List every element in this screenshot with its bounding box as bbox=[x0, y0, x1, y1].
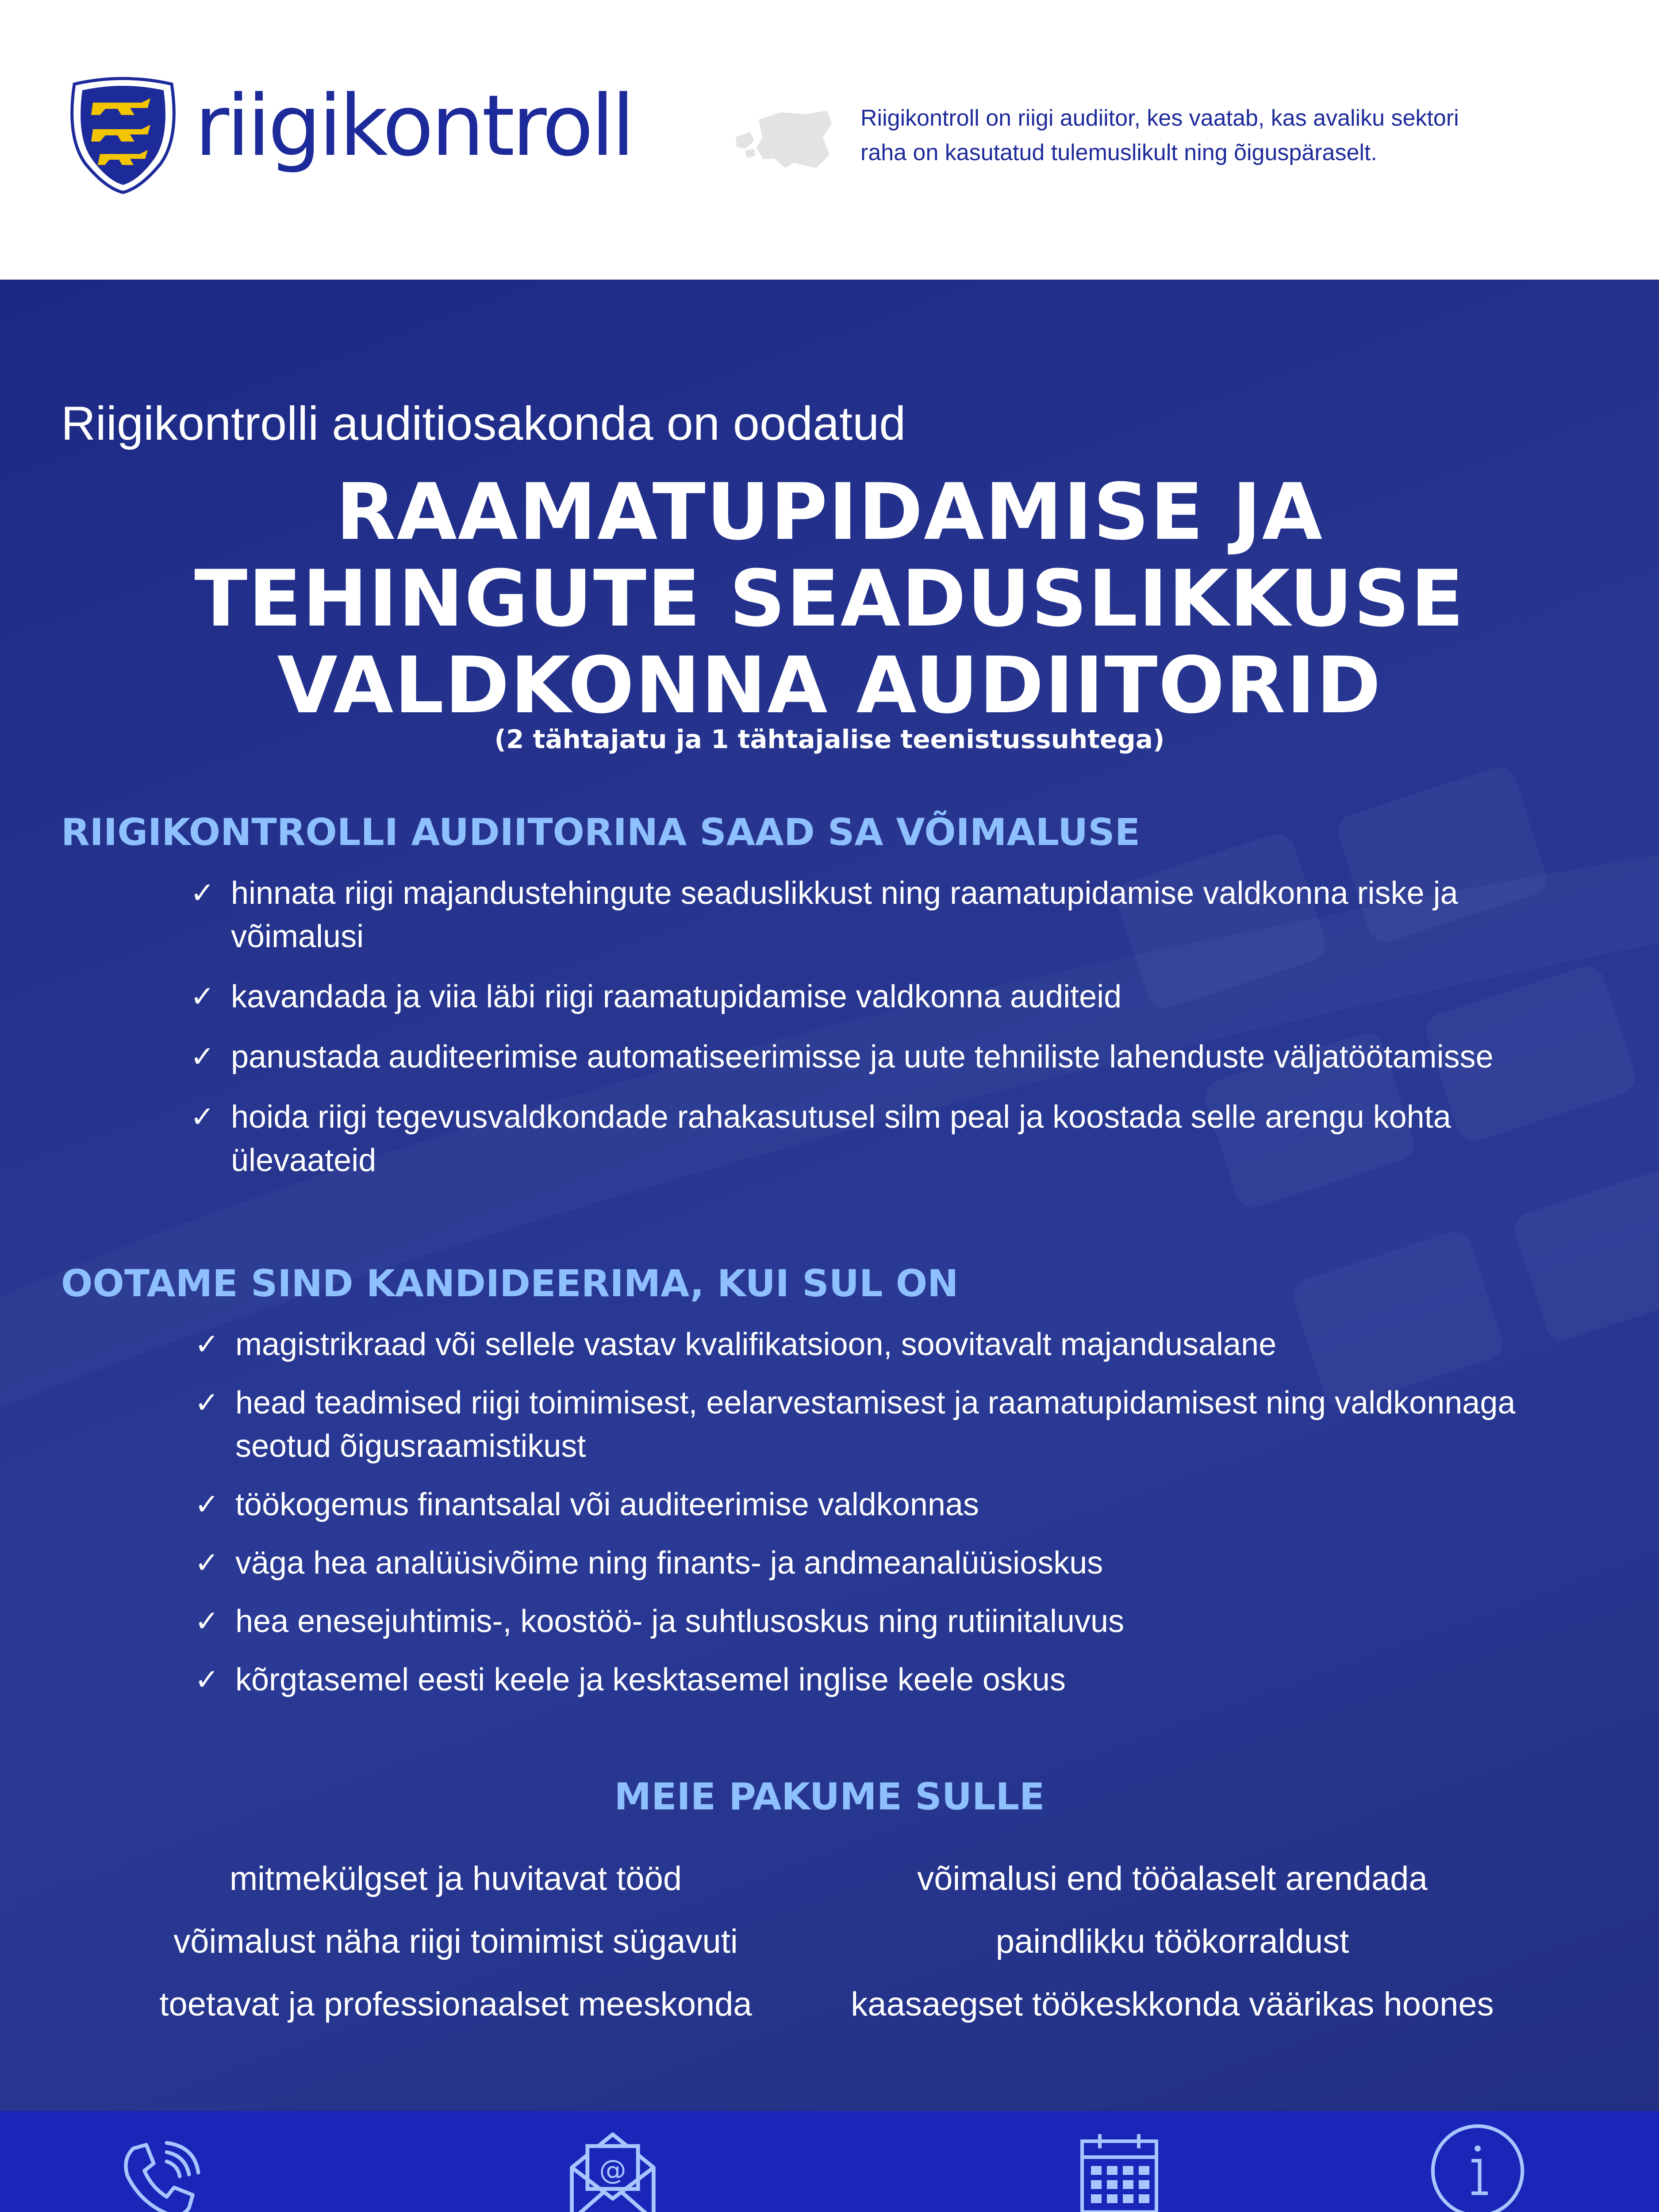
employment-type: (2 tähtajatu ja 1 tähtajalise teenistussuhtega) bbox=[494, 724, 1165, 754]
email-envelope-icon bbox=[564, 2124, 661, 2212]
svg-text:@: @ bbox=[599, 2154, 626, 2186]
estonia-map-icon bbox=[732, 106, 834, 173]
list-item: ✓ hoida riigi tegevusvaldkondade rahakasutusel silm peal ja koostada selle arengu kohta ülevaateid bbox=[190, 1095, 1540, 1182]
checkmark-icon: ✓ bbox=[195, 1487, 219, 1521]
offer-item: kaasaegset töökeskkonda väärikas hoones bbox=[851, 1985, 1494, 2023]
job-ad-panel bbox=[0, 280, 1659, 2111]
tagline-line: Riigikontroll on riigi audiitor, kes vaatab, kas avaliku sektori bbox=[860, 105, 1459, 131]
calendar-icon bbox=[1075, 2129, 1164, 2212]
job-title bbox=[0, 469, 1659, 729]
brand-wordmark: riigikontroll bbox=[195, 77, 633, 175]
offer-item: mitmekülgset ja huvitavat tööd bbox=[229, 1860, 682, 1897]
requirements-list bbox=[195, 1323, 1544, 1717]
list-item: ✓ panustada auditeerimise automatiseerimisse ja uute tehniliste lahenduste väljatöötamisse bbox=[190, 1035, 1540, 1079]
checkmark-icon: ✓ bbox=[195, 1386, 219, 1420]
list-item: ✓ väga hea analüüsivõime ning finants- ja andmeanalüüsioskus bbox=[195, 1541, 1544, 1585]
opportunities-list bbox=[190, 872, 1540, 1199]
list-item: ✓ hea enesejuhtimis-, koostöö- ja suhtlusoskus ning rutiinitaluvus bbox=[195, 1600, 1544, 1643]
offers-column-left bbox=[102, 1855, 810, 2043]
checkmark-icon: ✓ bbox=[195, 1546, 219, 1580]
section-heading-offers: MEIE PAKUME SULLE bbox=[614, 1775, 1045, 1818]
title-line: TEHINGUTE SEADUSLIKKUSE bbox=[194, 553, 1465, 644]
checkmark-icon: ✓ bbox=[190, 1040, 215, 1074]
list-item: ✓ hinnata riigi majandustehingute seaduslikkust ning raamatupidamise valdkonna riske ja võimalusi bbox=[190, 872, 1540, 958]
list-item: ✓ töökogemus finantsalal või auditeerimise valdkonnas bbox=[195, 1483, 1544, 1526]
tagline-line: raha on kasutatud tulemuslikult ning õiguspäraselt. bbox=[860, 140, 1377, 165]
tagline bbox=[860, 101, 1613, 170]
checkmark-icon: ✓ bbox=[195, 1663, 219, 1697]
offer-item: võimalusi end tööalaselt arendada bbox=[917, 1860, 1428, 1897]
checkmark-icon: ✓ bbox=[190, 1100, 215, 1134]
checkmark-icon: ✓ bbox=[195, 1604, 219, 1638]
list-item: ✓ magistrikraad või sellele vastav kvalifikatsioon, soovitavalt majandusalane bbox=[195, 1323, 1544, 1366]
header bbox=[0, 0, 1659, 280]
offers-column-right bbox=[814, 1855, 1531, 2043]
intro-text: Riigikontrolli auditiosakonda on oodatud bbox=[61, 396, 906, 450]
list-item: ✓ kõrgtasemel eesti keele ja kesktasemel inglise keele oskus bbox=[195, 1658, 1544, 1701]
list-item: ✓ head teadmised riigi toimimisest, eelarvestamisest ja raamatupidamisest ning valdkonnaga seotud õigusraamistikust bbox=[195, 1381, 1544, 1468]
checkmark-icon: ✓ bbox=[190, 876, 215, 910]
footer bbox=[0, 2111, 1659, 2212]
offer-item: paindlikku töökorraldust bbox=[995, 1923, 1349, 1960]
phone-icon bbox=[113, 2135, 206, 2212]
info-icon bbox=[1427, 2120, 1528, 2212]
title-line: RAAMATUPIDAMISE JA bbox=[336, 467, 1323, 557]
checkmark-icon: ✓ bbox=[190, 979, 215, 1014]
section-heading-requirements: OOTAME SIND KANDIDEERIMA, KUI SUL ON bbox=[61, 1262, 959, 1305]
offer-item: toetavat ja professionaalset meeskonda bbox=[159, 1985, 752, 2023]
coat-of-arms-icon bbox=[65, 75, 180, 195]
title-line: VALDKONNA AUDIITORID bbox=[277, 640, 1382, 731]
offer-item: võimalust näha riigi toimimist sügavuti bbox=[173, 1923, 738, 1960]
section-heading-opportunities: RIIGIKONTROLLI AUDIITORINA SAAD SA VÕIMALUSE bbox=[61, 810, 1141, 854]
checkmark-icon: ✓ bbox=[195, 1327, 219, 1361]
list-item: ✓ kavandada ja viia läbi riigi raamatupidamise valdkonna auditeid bbox=[190, 975, 1540, 1018]
